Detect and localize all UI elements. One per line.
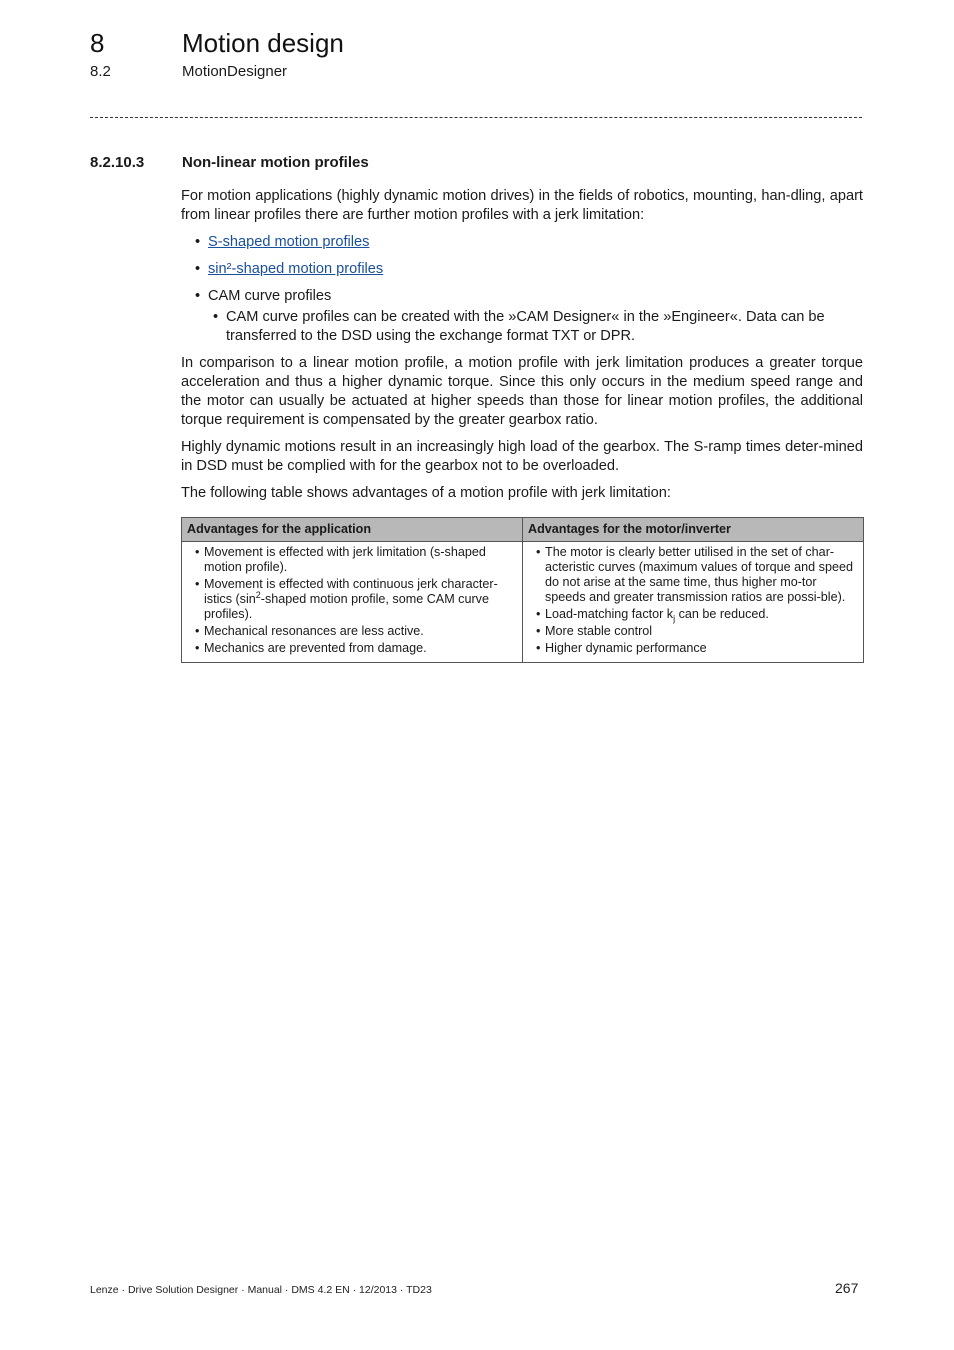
list-item xyxy=(181,233,863,252)
list-item xyxy=(181,287,863,346)
header-section-title: MotionDesigner xyxy=(182,63,288,80)
list-item: • Load-matching factor $k_j$ can be reduced. xyxy=(533,607,853,622)
list-item: • Higher dynamic performance xyxy=(533,641,853,656)
s-shaped-profiles-link[interactable]: S-shaped motion profiles xyxy=(208,234,370,250)
intro-paragraph: For motion applications (highly dynamic motion drives) in the fields of robotics, mounting, han-dling, apart from linear profiles there are further motion profiles with a jerk limitation: xyxy=(181,188,863,223)
list-item: • Movement is effected with continuous jerk character-istics ($\sin^2$-shaped motion profile, some CAM curve profiles). xyxy=(192,577,512,622)
profile-list xyxy=(181,233,863,346)
chapter-title: Motion design xyxy=(182,28,344,58)
list-item: • Mechanical resonances are less active. xyxy=(192,624,512,639)
cam-sublist xyxy=(208,308,863,346)
cam-curve-label: CAM curve profiles xyxy=(208,288,332,304)
section-number: 8.2.10.3 xyxy=(90,154,145,171)
application-advantages-cell xyxy=(182,542,523,663)
sin2-shaped-profiles-link[interactable]: sin²-shaped motion profiles xyxy=(208,261,384,277)
page-number: 267 xyxy=(835,1280,859,1296)
list-item: • More stable control xyxy=(533,624,853,639)
table-header-motor-inverter: Advantages for the motor/inverter xyxy=(523,518,864,542)
section-title: Non-linear motion profiles xyxy=(182,154,369,171)
list-item: • Movement is effected with jerk limitation (s-shaped motion profile). xyxy=(192,545,512,575)
advantages-table xyxy=(181,517,864,663)
header-divider xyxy=(90,117,862,118)
table-row xyxy=(182,542,864,663)
list-item: • CAM curve profiles can be created with the »CAM Designer« in the »Engineer«. Data can be transferred to the DSD using the exchange format TXT or DPR. xyxy=(208,308,863,346)
gearbox-paragraph: Highly dynamic motions result in an increasingly high load of the gearbox. The S-ramp times deter-mined in DSD must be complied with for the gearbox not to be overloaded. xyxy=(181,439,863,474)
list-item: • Mechanics are prevented from damage. xyxy=(192,641,512,656)
list-item xyxy=(181,260,863,279)
list-item: • The motor is clearly better utilised in the set of char-acteristic curves (maximum values of torque and speed do not arise at the same time, thus higher mo-tor speeds and greater transmission ratios are possi-ble). xyxy=(533,545,853,605)
table-header-application: Advantages for the application xyxy=(182,518,523,542)
main-content xyxy=(181,187,863,663)
motor-inverter-advantages-cell xyxy=(523,542,864,663)
footer-doc-info: Lenze · Drive Solution Designer · Manual · DMS 4.2 EN · 12/2013 · TD23 xyxy=(90,1284,432,1296)
table-intro-paragraph: The following table shows advantages of a motion profile with jerk limitation: xyxy=(181,485,671,501)
comparison-paragraph: In comparison to a linear motion profile, a motion profile with jerk limitation produces a greater torque acceleration and thus a higher dynamic torque. Since this only occurs in the medium speed range and the motor can usually be actuated at higher speeds than those for linear motion profiles, the additional torque requirement is compensated by the greater gearbox ratio. xyxy=(181,355,863,428)
chapter-number: 8 xyxy=(90,28,105,58)
header-section-number: 8.2 xyxy=(90,63,111,80)
